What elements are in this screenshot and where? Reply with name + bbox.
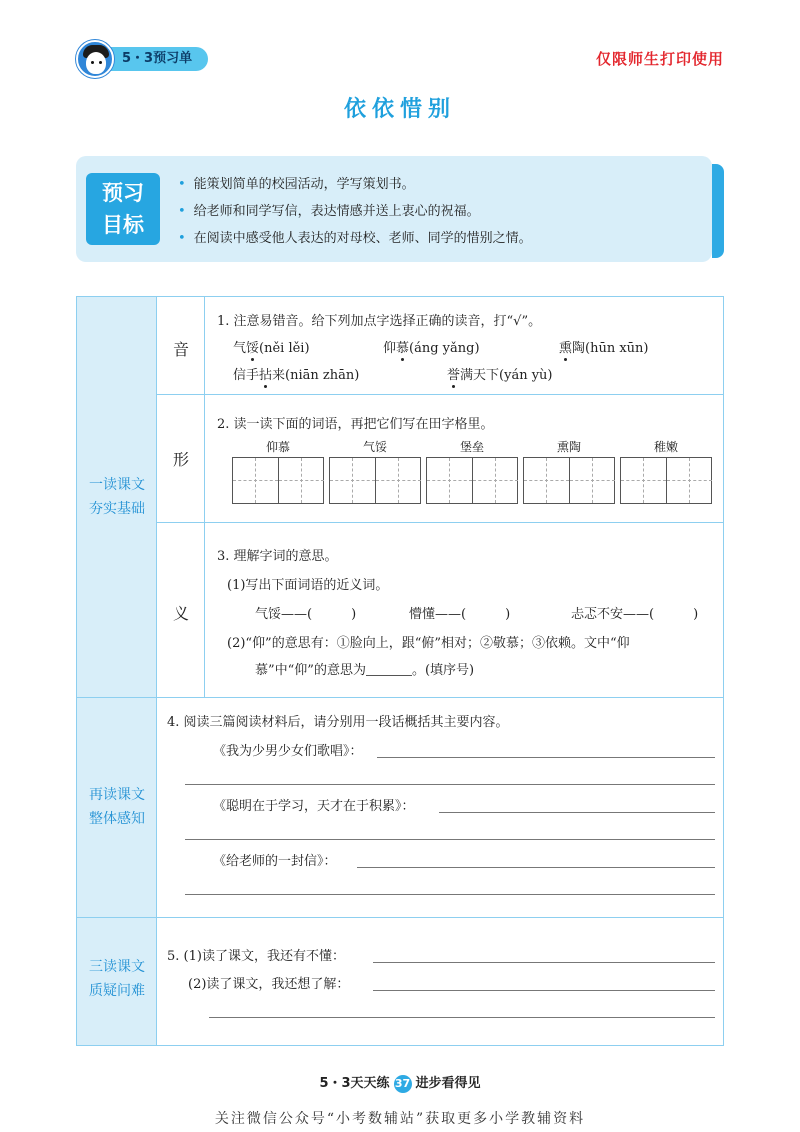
goal-item: • 能策划简单的校园活动，学写策划书。 <box>178 171 532 198</box>
header-series-pill <box>76 42 208 76</box>
preview-goals-panel <box>76 156 712 262</box>
q1-prompt: 1. 注意易错音。给下列加点字选择正确的读音，打“√”。 <box>217 314 542 329</box>
tianzige-group <box>329 437 421 504</box>
tianzige-word: 堡垒 <box>459 440 484 454</box>
tianzige-boxes[interactable] <box>232 457 324 504</box>
stage3-label <box>77 955 157 1003</box>
goals-list <box>178 171 532 252</box>
tianzige-boxes[interactable] <box>523 457 615 504</box>
exercise-table <box>76 296 724 1046</box>
tianzige-group <box>232 437 324 504</box>
answer-line[interactable] <box>377 757 715 758</box>
stage2-label <box>77 783 157 831</box>
sub-label-sound: 音 <box>172 340 189 359</box>
goals-badge-line2: 目标 <box>102 213 144 237</box>
answer-line[interactable] <box>185 839 715 840</box>
goal-item: • 给老师和同学写信，表达情感并送上衷心的祝福。 <box>178 198 532 225</box>
page-title: 依依惜别 <box>343 97 456 122</box>
answer-blank[interactable] <box>366 662 412 676</box>
print-notice: 仅限师生打印使用 <box>595 50 724 68</box>
footer-slogan: 进步看得见 <box>415 1076 481 1091</box>
q3-sub2-line2: 慕”中“仰”的意思为 。(填序号) <box>255 663 475 678</box>
page-number: 37 <box>394 1075 412 1093</box>
stage1-label-line1: 一读课文 <box>89 477 145 493</box>
sub-divider <box>157 522 723 523</box>
goals-badge-line1: 预习 <box>102 181 144 205</box>
sub-label-meaning: 义 <box>172 604 189 623</box>
answer-line[interactable] <box>373 990 715 991</box>
stage-divider <box>77 917 723 918</box>
synonym-item[interactable]: 气馁——( ) <box>255 607 357 622</box>
reading-title: 《我为少男少女们歌唱》： <box>213 744 363 759</box>
reading-title: 《给老师的一封信》： <box>213 854 337 869</box>
sub-label-shape: 形 <box>172 450 189 469</box>
stage1-label-line2: 夯实基础 <box>89 501 145 517</box>
stage-divider <box>77 697 723 698</box>
answer-line[interactable] <box>185 784 715 785</box>
answer-line[interactable] <box>185 894 715 895</box>
tianzige-boxes[interactable] <box>329 457 421 504</box>
stage3-label-line1: 三读课文 <box>89 959 145 975</box>
tianzige-boxes[interactable] <box>426 457 518 504</box>
goals-badge <box>86 173 160 245</box>
sub-label-column <box>157 297 205 697</box>
q3-prompt: 3. 理解字词的意思。 <box>217 549 338 564</box>
q2-prompt: 2. 读一读下面的词语，再把它们写在田字格里。 <box>217 417 494 432</box>
synonym-item[interactable]: 忐忑不安——( ) <box>571 607 699 622</box>
stage-label-column <box>77 297 157 1045</box>
tianzige-word: 仰慕 <box>265 440 290 454</box>
footer-series: 5・3天天练 <box>319 1076 390 1091</box>
stage2-label-line2: 整体感知 <box>89 811 145 827</box>
reading-title: 《聪明在于学习，天才在于积累》： <box>213 799 415 814</box>
q5-line2: (2)读了课文，我还想了解： <box>188 977 350 992</box>
student-avatar-icon <box>76 40 114 78</box>
goal-item: • 在阅读中感受他人表达的对母校、老师、同学的惜别之情。 <box>178 225 532 252</box>
stage2-label-line1: 再读课文 <box>89 787 145 803</box>
answer-line[interactable] <box>373 962 715 963</box>
tianzige-group <box>523 437 615 504</box>
tianzige-group <box>426 437 518 504</box>
stage1-label <box>77 473 157 521</box>
tianzige-word: 气馁 <box>362 440 387 454</box>
answer-line[interactable] <box>357 867 715 868</box>
stage3-label-line2: 质疑问难 <box>89 983 145 999</box>
q1-item: 誉满天下(yán yù) <box>447 364 553 383</box>
q3-sub1: (1)写出下面词语的近义词。 <box>227 578 389 593</box>
q3-sub2-line1: (2)“仰”的意思有：①脸向上，跟“俯”相对；②敬慕；③依赖。文中“仰 <box>227 636 630 651</box>
q1-item: 信手拈来(niān zhān) <box>233 364 359 383</box>
q1-item: 熏陶(hūn xūn) <box>559 337 649 356</box>
answer-line[interactable] <box>439 812 715 813</box>
page-footer <box>0 1072 800 1093</box>
sub-divider <box>157 394 723 395</box>
bottom-note: 关注微信公众号“小考数辅站”获取更多小学教辅资料 <box>214 1111 586 1127</box>
q1-item: 仰慕(áng yǎng) <box>383 337 480 356</box>
q5-line1: 5. (1)读了课文，我还有不懂： <box>167 949 345 964</box>
answer-line[interactable] <box>209 1017 715 1018</box>
goals-side-strip <box>712 164 724 258</box>
synonym-item[interactable]: 懵懂——( ) <box>409 607 511 622</box>
tianzige-group <box>620 437 712 504</box>
tianzige-boxes[interactable] <box>620 457 712 504</box>
q4-prompt: 4. 阅读三篇阅读材料后，请分别用一段话概括其主要内容。 <box>167 715 509 730</box>
tianzige-word: 稚嫩 <box>653 440 678 454</box>
series-label: 5・3预习单 <box>100 47 208 71</box>
q1-item: 气馁(něi lěi) <box>233 337 310 356</box>
tianzige-word: 熏陶 <box>556 440 581 454</box>
